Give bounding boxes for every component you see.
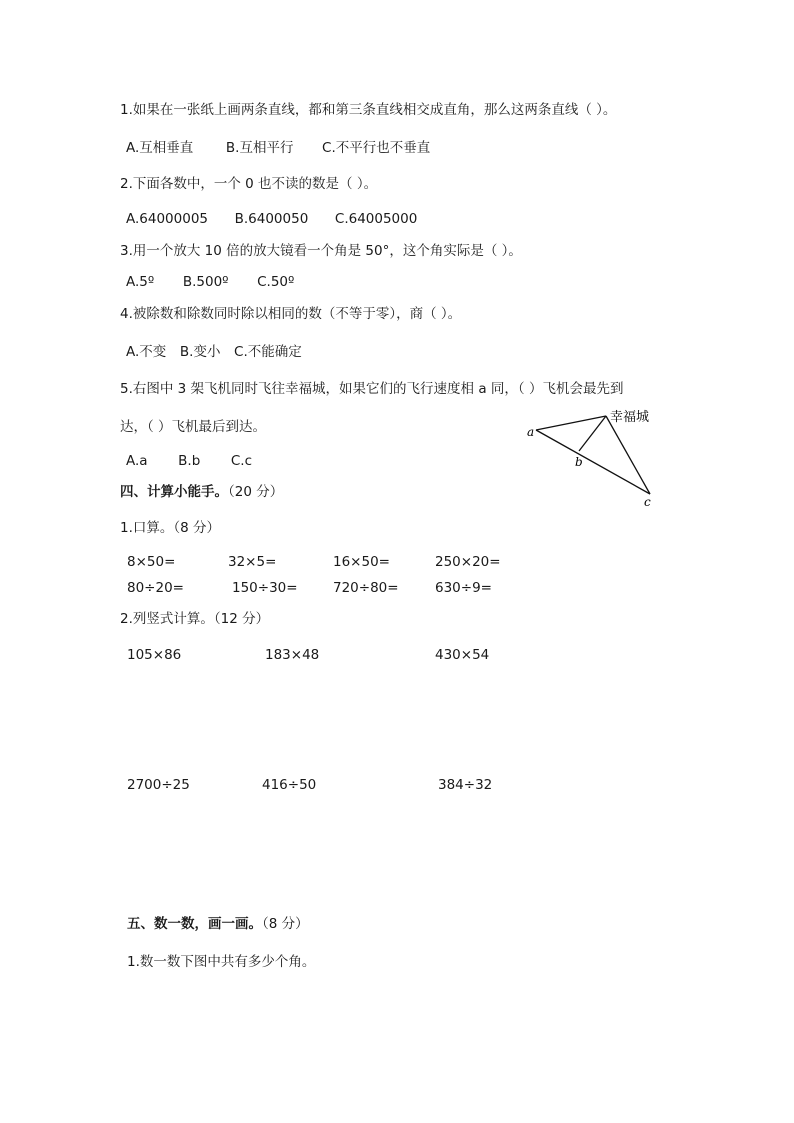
q1-option-c[interactable]: C.不平行也不垂直: [322, 140, 431, 156]
q4-option-a[interactable]: A.不变: [126, 344, 167, 360]
section4-part2-title: 2.列竖式计算。（12 分）: [120, 611, 270, 627]
q3-stem: 3.用一个放大 10 倍的放大镜看一个角是 50°，这个角实际是（ ）。: [120, 243, 522, 259]
section5-title: 五、数一数，画一画。: [127, 916, 262, 932]
q3-option-a[interactable]: A.5º: [126, 274, 155, 290]
q2-option-b[interactable]: B.6400050: [234, 211, 309, 227]
q1-stem: 1.如果在一张纸上画两条直线，都和第三条直线相交成直角，那么这两条直线（ ）。: [120, 102, 617, 118]
q4-options: [126, 343, 302, 361]
vertical-item: 384÷32: [438, 777, 493, 793]
q3-option-b[interactable]: B.500º: [182, 274, 229, 290]
flight-route-figure: [520, 400, 670, 510]
q4-option-b[interactable]: B.变小: [179, 344, 221, 360]
oral-item: 80÷20=: [127, 580, 184, 596]
vertical-item: 430×54: [435, 647, 490, 663]
oral-item: 32×5=: [228, 554, 277, 570]
vertical-item: 416÷50: [262, 777, 317, 793]
q3-option-c[interactable]: C.50º: [257, 274, 295, 290]
q5-option-a[interactable]: A.a: [126, 453, 148, 469]
oral-item: 630÷9=: [435, 580, 492, 596]
point-a-label: a: [527, 425, 535, 439]
q2-stem: 2.下面各数中，一个 0 也不读的数是（ ）。: [120, 176, 378, 192]
route-a-to-c: [536, 430, 650, 494]
section5-heading: [127, 915, 309, 933]
point-b-label: b: [575, 455, 583, 469]
section5-part1-title: 1.数一数下图中共有多少个角。: [127, 954, 316, 970]
oral-item: 8×50=: [127, 554, 176, 570]
oral-item: 150÷30=: [232, 580, 298, 596]
q4-option-c[interactable]: C.不能确定: [234, 344, 302, 360]
q5-option-c[interactable]: C.c: [230, 453, 253, 469]
oral-item: 16×50=: [333, 554, 390, 570]
q2-option-c[interactable]: C.64005000: [334, 211, 418, 227]
section4-heading: [120, 483, 283, 501]
city-label: 幸福城: [610, 410, 650, 425]
q3-options: [126, 273, 294, 291]
q2-options: [126, 210, 417, 228]
oral-item: 720÷80=: [333, 580, 399, 596]
q1-options: [126, 139, 430, 157]
q4-stem: 4.被除数和除数同时除以相同的数（不等于零），商（ ）。: [120, 306, 462, 322]
route-a-to-city: [536, 416, 606, 430]
q2-option-a[interactable]: A.64000005: [126, 211, 209, 227]
q5-stem-line1: 5.右图中 3 架飞机同时飞往幸福城，如果它们的飞行速度相 a 同，（ ）飞机会最先到: [120, 381, 624, 397]
q5-options: [126, 452, 252, 470]
section4-part1-title: 1.口算。（8 分）: [120, 520, 221, 536]
q5-stem-line2: 达，（ ）飞机最后到达。: [120, 419, 267, 435]
section4-title: 四、计算小能手。: [120, 484, 228, 500]
section5-score: （8 分）: [262, 916, 309, 932]
q5-option-b[interactable]: B.b: [178, 453, 201, 469]
point-c-label: c: [644, 495, 651, 509]
vertical-item: 183×48: [265, 647, 320, 663]
oral-item: 250×20=: [435, 554, 501, 570]
section4-score: （20 分）: [228, 484, 284, 500]
q1-option-a[interactable]: A.互相垂直: [126, 140, 194, 156]
vertical-item: 105×86: [127, 647, 182, 663]
q1-option-b[interactable]: B.互相平行: [225, 140, 294, 156]
vertical-item: 2700÷25: [127, 777, 190, 793]
